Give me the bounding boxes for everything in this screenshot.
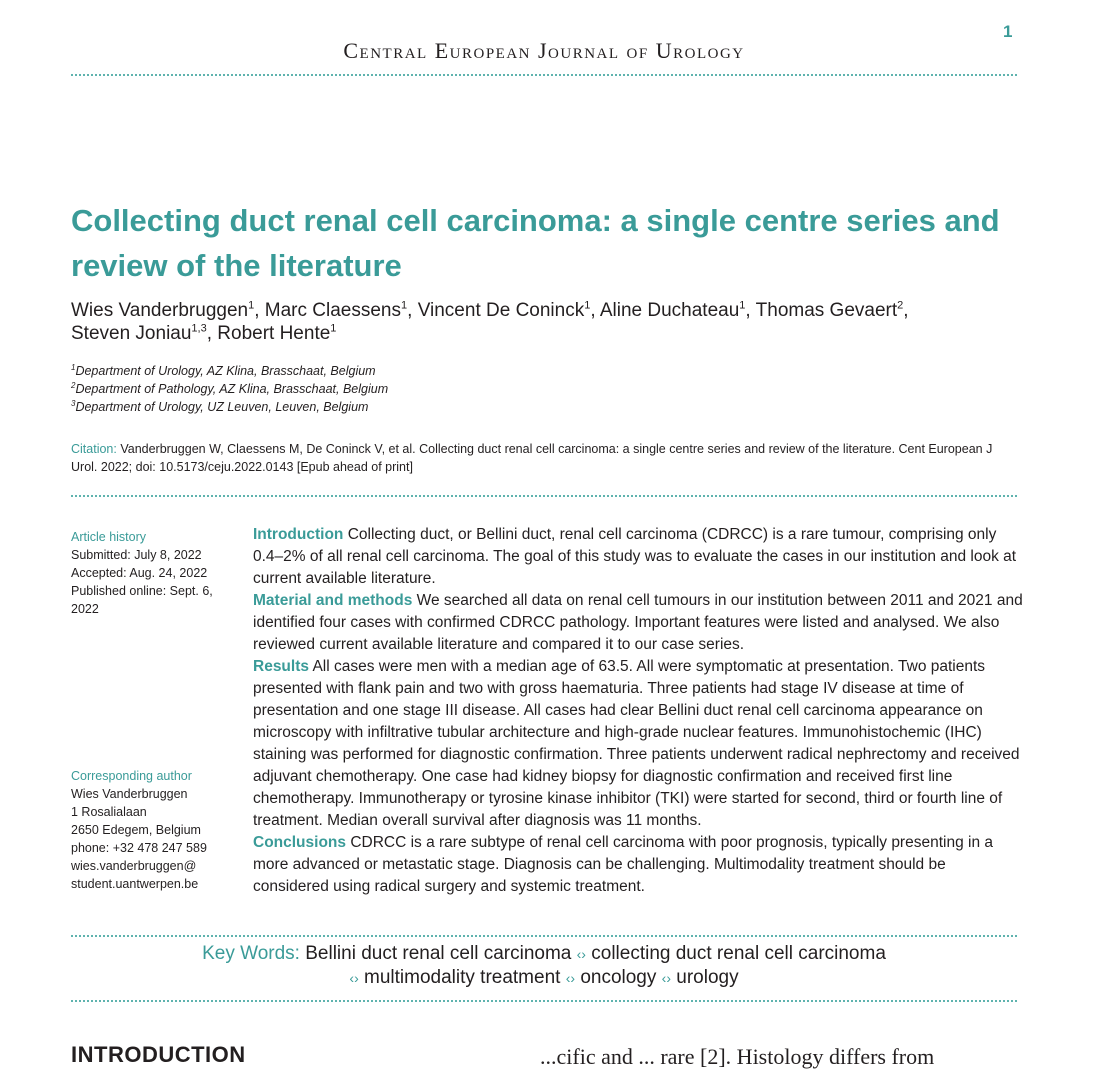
author: Vincent De Coninck$^1$,	[417, 299, 600, 321]
keyword: oncology	[580, 967, 657, 988]
introduction-text-fragment: ...cific and ... rare [2]. Histology differs from	[540, 1044, 935, 1069]
methods-heading: Material and methods	[253, 592, 413, 609]
author: Marc Claessens$^1$,	[264, 299, 418, 321]
abstract	[253, 524, 1023, 898]
published-date: Published online: Sept. 6, 2022	[71, 584, 213, 616]
page-number: 1	[1003, 22, 1013, 41]
conclusions-heading: Conclusions	[253, 834, 347, 851]
affiliation-1: $^1$Department of Urology, AZ Klina, Brasschaat, Belgium	[71, 362, 376, 378]
citation-rule	[71, 495, 1017, 497]
keyword-separator: ‹›	[661, 970, 671, 986]
author: Aline Duchateau$^1$,	[599, 299, 756, 321]
corresponding-author-heading: Corresponding author	[71, 769, 192, 783]
sidebar	[71, 528, 241, 893]
keyword-separator: ‹›	[349, 970, 359, 986]
address-line-1: 1 Rosalialaan	[71, 805, 147, 819]
affiliations	[71, 362, 388, 416]
keyword-separator: ‹›	[565, 970, 576, 986]
affiliation-2: $^2$Department of Pathology, AZ Klina, Brasschaat, Belgium	[71, 380, 389, 396]
journal-name: Central European Journal of Urology	[343, 38, 745, 63]
submitted-date: Submitted: July 8, 2022	[71, 548, 202, 562]
citation-text: Vanderbruggen W, Claessens M, De Coninck V, et al. Collecting duct renal cell carcinoma: a single centre series and review of the literature. Cent European J Urol. 2022; doi: 10.5173/ceju.2022.0143 [Epub ahead of print]	[71, 442, 993, 474]
author: Wies Vanderbruggen$^1$,	[71, 299, 265, 321]
keywords-top-rule	[71, 935, 1017, 937]
affiliation-3: $^3$Department of Urology, UZ Leuven, Leuven, Belgium	[71, 398, 369, 414]
corresponding-author-name: Wies Vanderbruggen	[71, 787, 188, 801]
author: Thomas Gevaert$^2$,	[755, 299, 909, 321]
author: Robert Hente$^1$	[217, 322, 337, 344]
article-title: Collecting duct renal cell carcinoma: a single centre series and review of the literature	[71, 203, 1000, 283]
article-history-heading: Article history	[71, 530, 147, 544]
keyword: urology	[676, 967, 739, 988]
keywords-bottom-rule	[71, 1000, 1017, 1002]
keywords	[0, 942, 1088, 990]
address-line-2: 2650 Edegem, Belgium	[71, 823, 201, 837]
email-line-1: wies.vanderbruggen@	[71, 859, 197, 873]
corresponding-author	[71, 767, 241, 893]
accepted-date: Accepted: Aug. 24, 2022	[71, 566, 208, 580]
citation-label: Citation:	[71, 442, 117, 456]
introduction-heading: Introduction	[253, 526, 344, 543]
results-heading: Results	[253, 658, 309, 675]
abstract-conclusions: Conclusions CDRCC is a rare subtype of renal cell carcinoma with poor prognosis, typically presenting in a more advanced or metastatic stage. Diagnosis can be challenging. Multimodality treatment should be considered using radical surgery and systemic treatment.	[253, 834, 993, 895]
abstract-results: Results All cases were men with a median age of 63.5. All were symptomatic at presentation. Two patients presented with flank pain and two with gross haematuria. Three patients had stage IV disease at time of presentation and one stage III disease. All cases had clear Bellini duct renal cell carcinoma appearance on microscopy with infiltrative tubular architecture and high-grade nuclear features. Immunohistochemic (IHC) staining was performed for diagnostic confirmation. Three patients underwent radical nephrectomy and received adjuvant chemotherapy. One case had kidney biopsy for diagnostic confirmation and received first line chemotherapy. Immunotherapy or tyrosine kinase inhibitor (TKI) were started for second, third or fourth line of treatment. Median overall survival after diagnosis was 11 months.	[253, 658, 1020, 829]
author: Steven Joniau$^{1,3}$,	[71, 322, 218, 344]
abstract-introduction: Introduction Collecting duct, or Bellini duct, renal cell carcinoma (CDRCC) is a rare tumour, comprising only 0.4–2% of all renal cell carcinoma. The goal of this study was to evaluate the cases in our institution and look at current available literature.	[253, 526, 1017, 587]
article-history	[71, 528, 241, 618]
phone: phone: +32 478 247 589	[71, 841, 207, 855]
abstract-methods: Material and methods We searched all data on renal cell tumours in our institution between 2011 and 2021 and identified four cases with confirmed CDRCC pathology. Important features were listed and analysed. We also reviewed current available literature and compared it to our case series.	[253, 592, 1023, 653]
introduction-section-heading: INTRODUCTION	[71, 1042, 246, 1067]
header-rule	[71, 74, 1017, 76]
keyword-separator: ‹›	[576, 946, 586, 962]
email-line-2: student.uantwerpen.be	[71, 877, 199, 891]
keyword: collecting duct renal cell carcinoma	[591, 943, 886, 964]
author-list	[71, 299, 1031, 345]
keyword: Bellini duct renal cell carcinoma	[305, 943, 572, 964]
citation	[71, 440, 1016, 476]
keyword: multimodality treatment	[364, 967, 561, 988]
keywords-label: Key Words:	[202, 943, 300, 964]
